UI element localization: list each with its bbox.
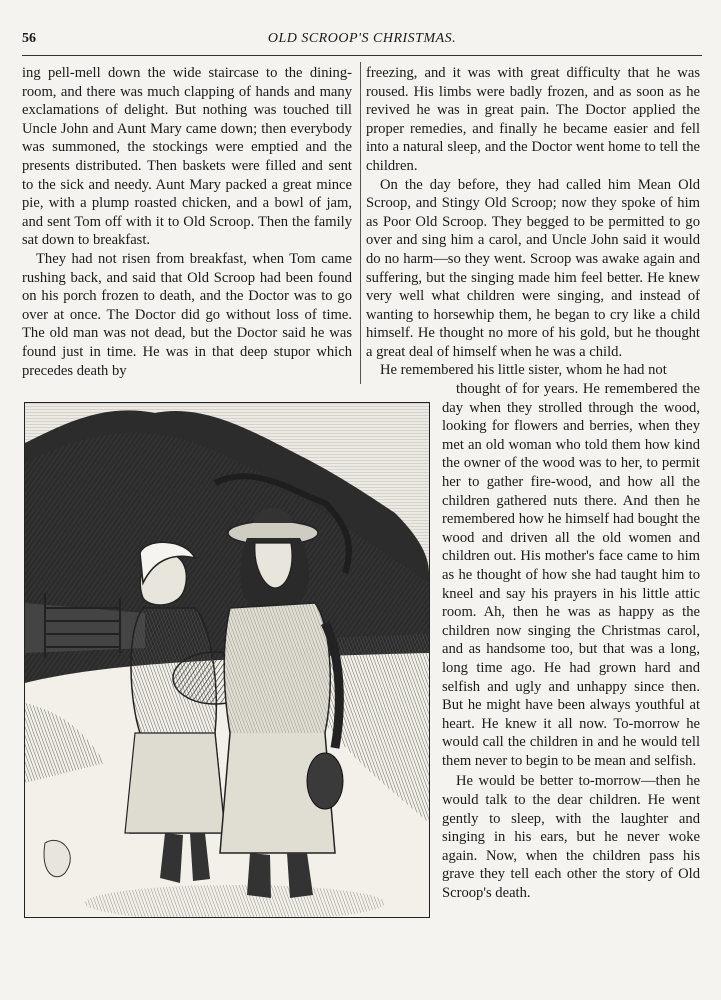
page-header	[22, 31, 702, 51]
paragraph-first-line	[366, 361, 700, 380]
paragraph: They had not risen from breakfast, when Tom came rushing back, and said that Old Scroop had been found on his porch frozen to death, and the Doctor was to go over at once. The Doctor did go without loss of time. The old man was not dead, but the Doctor said he was found just in time. He was in that deep stupor which precedes death by	[22, 250, 352, 379]
wrapped-text-column	[442, 380, 700, 903]
paragraph: ing pell-mell down the wide staircase to the dining-room, and there was much clapping of hands and many exclamations of delight. But nothing was touched till Uncle John and Aunt Mary came down; then everybody was summoned, the stockings were emptied and the presents distributed. Then baskets were filled and sent to the sick and needy. Aunt Mary packed a great mince pie, with a plump roasted chicken, and a bowl of jam, and sent Tom off with it to Old Scroop. Then the family sat down to breakfast.	[22, 65, 352, 249]
engraving-illustration	[24, 402, 430, 918]
right-column	[366, 64, 700, 362]
column-divider	[360, 62, 361, 384]
page-number: 56	[22, 31, 36, 46]
paragraph: He would be better to-morrow—then he would talk to the dear children. He went gently to sleep, with the laughter and singing in his ears, but he never woke again. Now, when the children pass his grave they tell each other the story of Old Scroop's death.	[442, 773, 700, 902]
paragraph: On the day before, they had called him Mean Old Scroop, and Stingy Old Scroop; now they spoke of him as Poor Old Scroop. They begged to be permitted to go over and sing him a carol, and Uncle John said it would do no harm—so they went. Scroop was awake again and suffering, but the singing made him feel better. He knew very well what children were singing, and instead of wanting to horsewhip them, he began to cry like a child himself. He thought no more of his gold, but he thought a great deal of himself when he was a child.	[366, 176, 700, 360]
left-column	[22, 64, 352, 380]
running-title: OLD SCROOP'S CHRISTMAS.	[267, 31, 457, 46]
two-girls-engraving	[25, 403, 429, 917]
paragraph: thought of for years. He remembered the day when they strolled through the wood, looking for flowers and berries, when they met an old woman who told them how kind the owner of the wood was to her, to permit her to gather fire-wood, and how all the children gathered nuts there. And then he remembered how he himself had bought the wood and driven all the old women and children out. His mother's face came to him as he thought of how she had taught him to kneel and say his prayers in his little attic room. Ah, then he was as happy as the children now singing the Christmas carol, and as handsome too, but that was a long, long time ago. He had grown hard and selfish and ugly and unhappy since then. But he might have been always youthful at heart. He knew it all now. To-morrow he would call the children in and he would tell them never to begin to be mean and selfish.	[442, 381, 700, 769]
paragraph-line: He remembered his little sister, whom he had not	[380, 362, 667, 378]
paragraph: freezing, and it was with great difficulty that he was roused. His limbs were badly frozen, and as soon as he revived he was in great pain. The Doctor applied the proper remedies, and finally he became easier and fell into a natural sleep, and the Doctor went home to tell the children.	[366, 65, 700, 174]
header-rule	[22, 55, 702, 56]
